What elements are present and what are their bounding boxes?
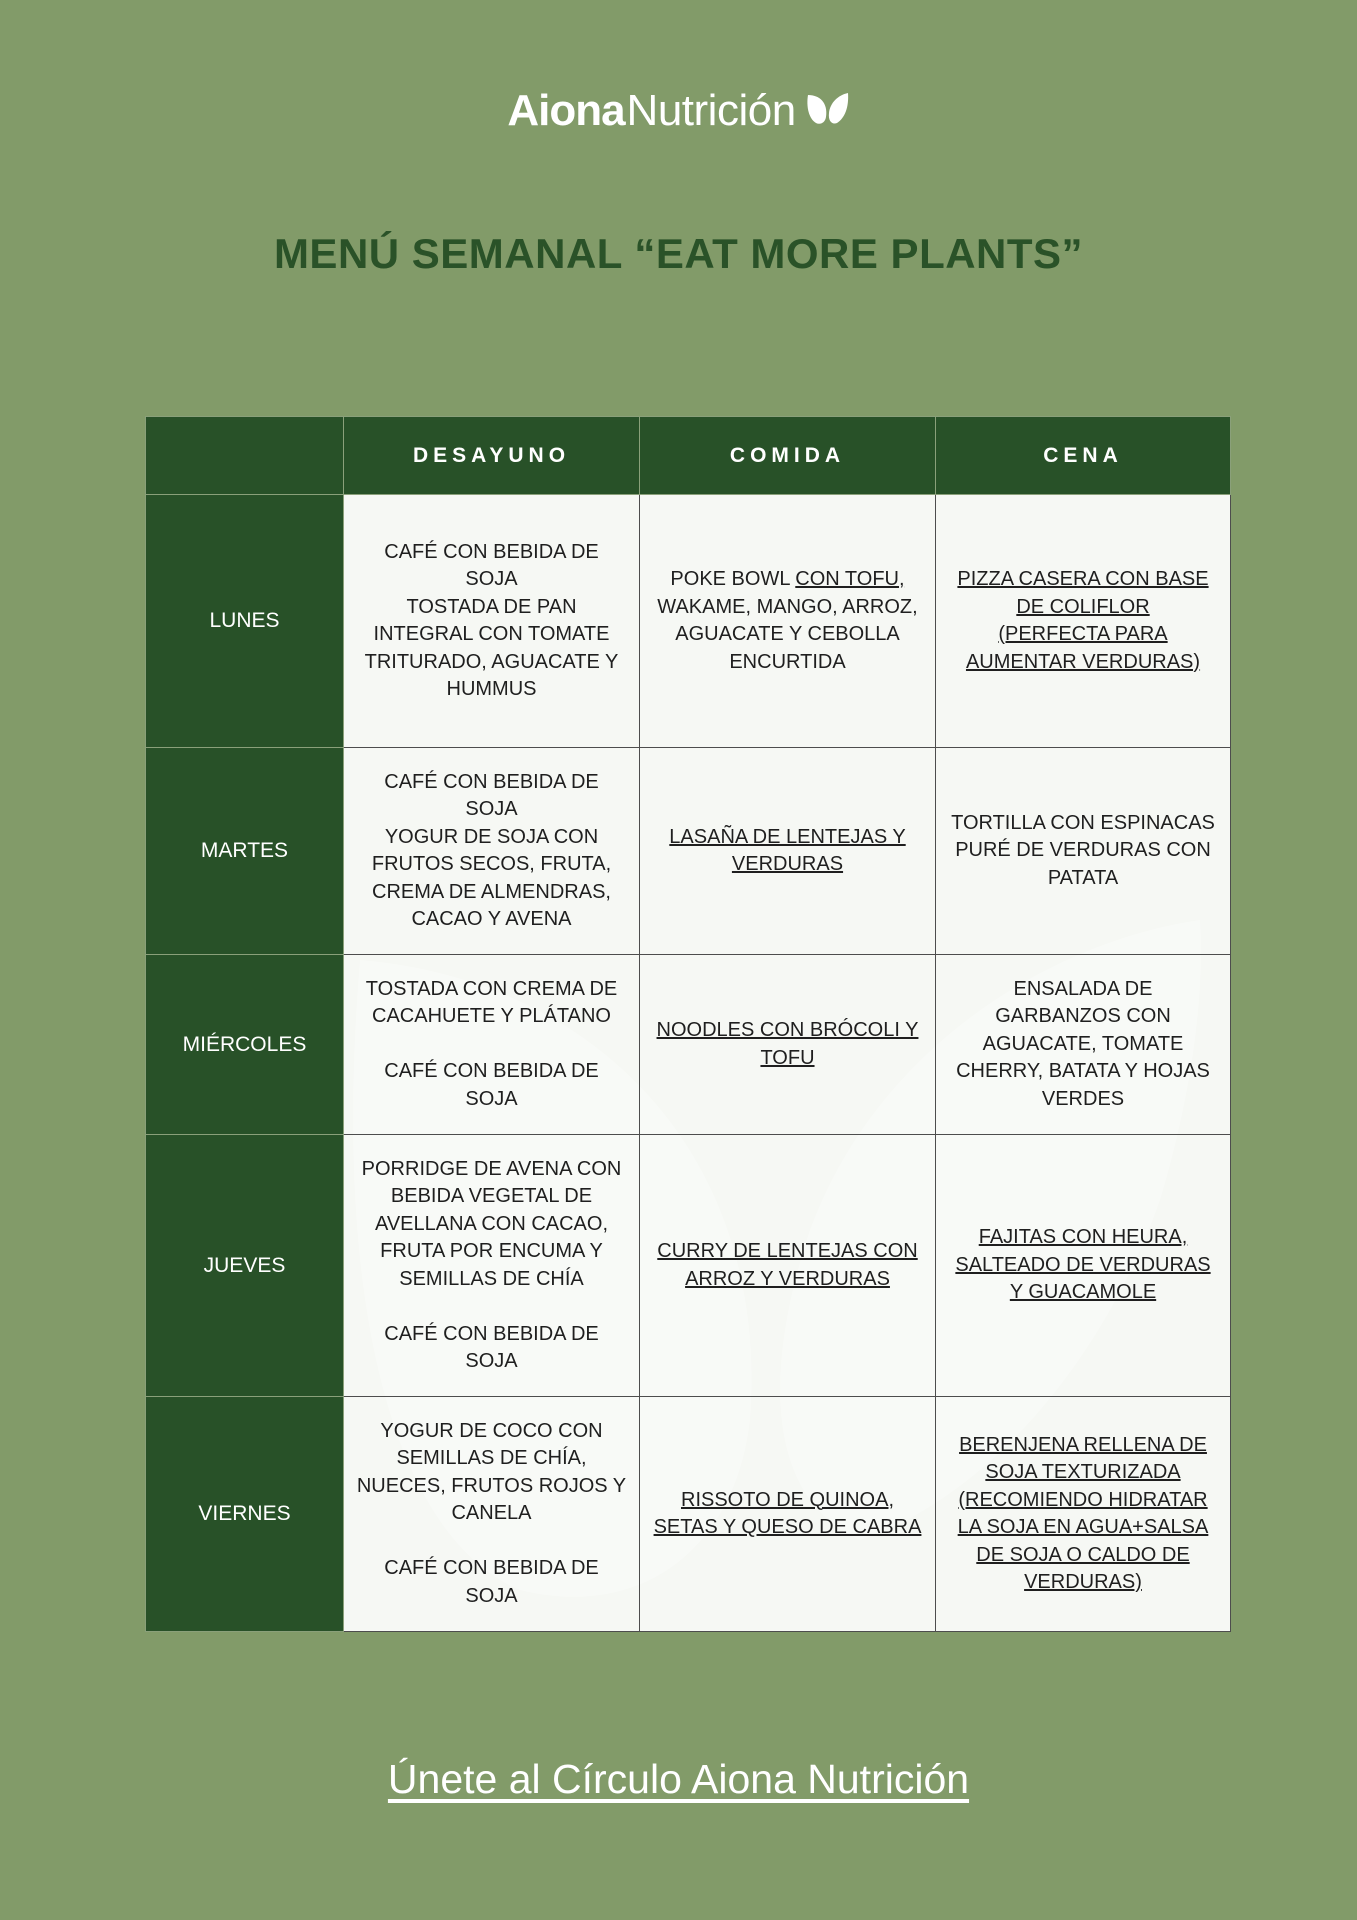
meal-line: VERDES	[1041, 1087, 1125, 1110]
recipe-link[interactable]: CURRY DE LENTEJAS CON	[657, 1240, 918, 1262]
day-cell: JUEVES	[146, 1135, 344, 1397]
line-gap	[354, 1031, 629, 1059]
recipe-link[interactable]: PIZZA CASERA CON BASE	[957, 568, 1209, 590]
comida-cell	[640, 748, 936, 955]
recipe-link[interactable]: SETAS Y QUESO DE CABRA	[653, 1516, 922, 1538]
recipe-link[interactable]: SALTEADO DE VERDURAS	[955, 1253, 1211, 1276]
meal-line: SOJA	[465, 1350, 518, 1372]
recipe-link[interactable]: ARROZ Y VERDURAS	[685, 1267, 890, 1290]
recipe-link[interactable]: (RECOMIENDO HIDRATAR	[958, 1488, 1208, 1511]
meal-line: ENSALADA DE	[1013, 977, 1153, 1000]
header-cena: CENA	[936, 417, 1231, 495]
comida-cell	[640, 495, 936, 748]
meal-line: PURÉ DE VERDURAS CON	[955, 839, 1211, 862]
meal-line: SEMILLAS DE CHÍA	[399, 1267, 584, 1290]
meal-line: CHERRY, BATATA Y HOJAS	[956, 1060, 1210, 1083]
meal-line: CANELA	[451, 1502, 532, 1525]
recipe-link[interactable]: FAJITAS CON HEURA,	[978, 1226, 1188, 1249]
meal-line: CAFÉ CON BEBIDA DE	[384, 1557, 599, 1580]
weekly-menu-table	[145, 416, 1231, 1632]
meal-line: TORTILLA CON ESPINACAS	[951, 811, 1215, 834]
line-gap	[354, 1528, 629, 1556]
comida-cell	[640, 1397, 936, 1632]
recipe-link[interactable]: RISSOTO DE QUINOA,	[681, 1488, 894, 1511]
table-row	[146, 748, 1231, 955]
day-cell: LUNES	[146, 495, 344, 748]
table-header-row	[146, 417, 1231, 495]
meal-line: GARBANZOS CON	[995, 1005, 1171, 1028]
day-cell: MARTES	[146, 748, 344, 955]
desayuno-cell	[344, 495, 640, 748]
meal-line: PORRIDGE DE AVENA CON	[361, 1157, 622, 1180]
meal-line: TOSTADA CON CREMA DE	[365, 977, 618, 1000]
brand-name-light: Nutrición	[626, 86, 796, 135]
recipe-link[interactable]: DE COLIFLOR	[1016, 595, 1150, 618]
brand-logo	[0, 86, 1357, 136]
meal-line: TRITURADO, AGUACATE Y	[364, 650, 619, 673]
meal-line: CAFÉ CON BEBIDA DE	[384, 770, 599, 793]
meal-line: INTEGRAL CON TOMATE	[373, 623, 610, 645]
meal-line: BEBIDA VEGETAL DE	[390, 1185, 593, 1207]
meal-line: CREMA DE ALMENDRAS,	[372, 880, 611, 903]
brand-name-strong: Aiona	[507, 86, 625, 135]
cena-cell	[936, 955, 1231, 1135]
cena-cell	[936, 1135, 1231, 1397]
meal-line: HUMMUS	[446, 678, 537, 700]
meal-line: FRUTOS SECOS, FRUTA,	[371, 853, 612, 875]
cena-cell	[936, 1397, 1231, 1632]
header-desayuno: DESAYUNO	[344, 417, 640, 495]
join-circle-link[interactable]: Únete al Círculo Aiona Nutrición	[387, 1756, 970, 1802]
recipe-link[interactable]: SOJA TEXTURIZADA	[985, 1461, 1181, 1483]
meal-line: SOJA	[465, 1584, 518, 1607]
recipe-link[interactable]: LASAÑA DE LENTEJAS Y	[669, 825, 906, 848]
header-comida: COMIDA	[640, 417, 936, 495]
line-gap	[354, 1293, 629, 1321]
meal-line: CAFÉ CON BEBIDA DE	[384, 540, 599, 563]
recipe-link[interactable]: TOFU	[760, 1046, 815, 1069]
meal-line: AVELLANA CON CACAO,	[374, 1212, 609, 1235]
desayuno-cell	[344, 748, 640, 955]
desayuno-cell	[344, 1135, 640, 1397]
meal-text: POKE BOWL	[670, 568, 790, 590]
recipe-link[interactable]: NOODLES CON BRÓCOLI Y	[656, 1019, 919, 1041]
table-row	[146, 495, 1231, 748]
day-cell: MIÉRCOLES	[146, 955, 344, 1135]
meal-line: WAKAME, MANGO, ARROZ,	[657, 595, 918, 618]
meal-line	[650, 566, 925, 594]
meal-line: SOJA	[465, 1087, 518, 1110]
meal-line: CACAO Y AVENA	[411, 908, 572, 930]
desayuno-cell	[344, 1397, 640, 1632]
table-row	[146, 1135, 1231, 1397]
recipe-link[interactable]: CON TOFU,	[795, 568, 905, 590]
comida-cell	[640, 1135, 936, 1397]
meal-line: CAFÉ CON BEBIDA DE	[384, 1322, 599, 1345]
recipe-link[interactable]: VERDURAS	[731, 853, 844, 875]
meal-line: YOGUR DE COCO CON	[380, 1419, 603, 1442]
meal-line: SEMILLAS DE CHÍA,	[396, 1447, 587, 1470]
cena-cell	[936, 748, 1231, 955]
table-row	[146, 1397, 1231, 1632]
desayuno-cell	[344, 955, 640, 1135]
recipe-link[interactable]: Y GUACAMOLE	[1009, 1281, 1157, 1304]
meal-line: YOGUR DE SOJA CON	[384, 825, 599, 848]
day-cell: VIERNES	[146, 1397, 344, 1632]
header-empty	[146, 417, 344, 495]
comida-cell	[640, 955, 936, 1135]
meal-line: AGUACATE Y CEBOLLA	[675, 623, 900, 645]
recipe-link[interactable]: LA SOJA EN AGUA+SALSA	[957, 1516, 1209, 1538]
meal-line: NUECES, FRUTOS ROJOS Y	[356, 1474, 627, 1497]
meal-line: AGUACATE, TOMATE	[982, 1032, 1184, 1055]
meal-line: ENCURTIDA	[729, 650, 846, 673]
table-row	[146, 955, 1231, 1135]
recipe-link[interactable]: (PERFECTA PARA	[998, 623, 1168, 645]
meal-line: SOJA	[465, 568, 518, 590]
recipe-link[interactable]: BERENJENA RELLENA DE	[959, 1433, 1207, 1456]
meal-line: PATATA	[1047, 866, 1119, 889]
recipe-link[interactable]: AUMENTAR VERDURAS)	[965, 650, 1201, 673]
meal-line: CACAHUETE Y PLÁTANO	[372, 1005, 611, 1028]
leaf-icon	[806, 91, 850, 127]
meal-line: CAFÉ CON BEBIDA DE	[384, 1060, 599, 1083]
recipe-link[interactable]: VERDURAS)	[1024, 1571, 1142, 1593]
meal-line: SOJA	[465, 798, 518, 820]
recipe-link[interactable]: DE SOJA O CALDO DE	[976, 1543, 1190, 1566]
meal-line: TOSTADA DE PAN	[406, 595, 577, 618]
cena-cell	[936, 495, 1231, 748]
meal-line: FRUTA POR ENCUMA Y	[380, 1240, 603, 1262]
page-title: MENÚ SEMANAL “EAT MORE PLANTS”	[273, 230, 1084, 277]
